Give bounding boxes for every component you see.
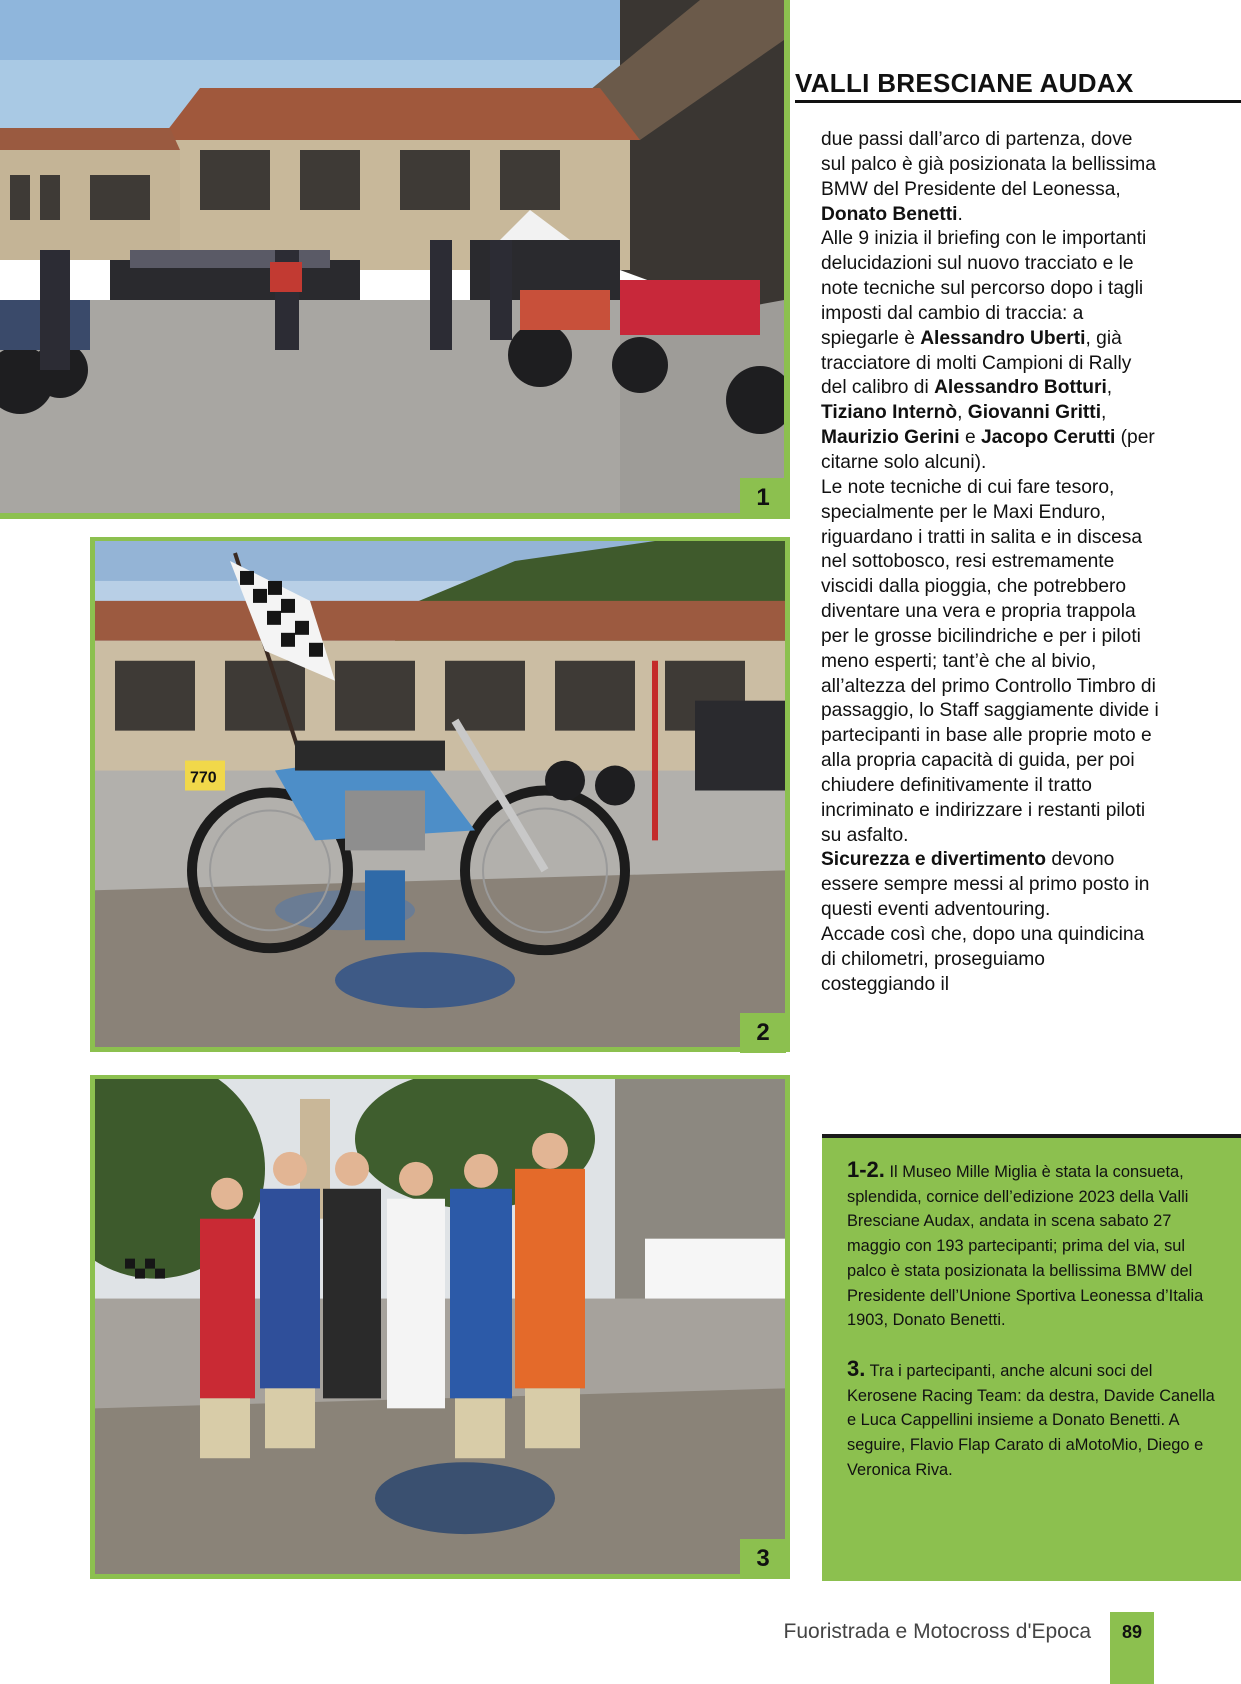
bike-plate-number: 770 <box>190 769 217 787</box>
photo-2-illustration <box>95 541 785 1047</box>
caption-number: 3. <box>847 1355 866 1381</box>
photo-3-group-riders <box>90 1075 790 1579</box>
photo-2-number-badge: 2 <box>740 1013 786 1053</box>
magazine-name: Fuoristrada e Motocross d'Epoca <box>783 1620 1091 1643</box>
caption-number: 1-2. <box>847 1157 885 1182</box>
caption-1-2 <box>847 1158 1223 1333</box>
photo-1-illustration <box>0 0 784 513</box>
article-body <box>821 128 1161 998</box>
photo-2-bmw-motorcycle <box>90 537 790 1052</box>
article-paragraph-4: Sicurezza e divertimento devono essere sempre messi al primo posto in questi eventi adventouring. <box>821 849 1150 921</box>
caption-3 <box>847 1357 1223 1483</box>
caption-text: Tra i partecipanti, anche alcuni soci del Kerosene Racing Team: da destra, Davide Canella e Luca Cappellini insieme a Donato Benetti. A seguire, Flavio Flap Carato di aMotoMio, Diego e Veronica Riva. <box>847 1361 1215 1479</box>
photo-3-number-badge: 3 <box>740 1539 786 1579</box>
article-paragraph-2: Alle 9 inizia il briefing con le importanti delucidazioni sul nuovo tracciato e le note tecniche sul percorso dopo i tagli imposti dal cambio di traccia: a spiegarle è Alessandro Uberti, già tracciatore di molti Campioni di Rally del calibro di Alessandro Botturi, Tiziano Internò, Giovanni Gritti, Maurizio Gerini e Jacopo Cerutti (per citarne solo alcuni). <box>821 228 1155 473</box>
page-footer <box>720 1612 1241 1684</box>
article-paragraph-1: due passi dall’arco di partenza, dove sul palco è già posizionata la bellissima BMW del Presidente del Leonessa, Donato Benetti. <box>821 129 1156 225</box>
section-title: VALLI BRESCIANE AUDAX <box>795 68 1134 98</box>
photo-caption-box <box>822 1134 1241 1581</box>
section-title-rule <box>795 100 1241 103</box>
article-paragraph-5: Accade così che, dopo una quindicina di chilometri, proseguiamo costeggiando il <box>821 924 1145 995</box>
photo-3-illustration <box>95 1079 785 1574</box>
photo-1-courtyard-riders <box>0 0 790 519</box>
caption-text: Il Museo Mille Miglia è stata la consueta, splendida, cornice dell’edizione 2023 della Valli Bresciane Audax, andata in scena sabato 27 maggio con 193 partecipanti; prima del via, sul palco è stata posizionata la bellissima BMW del Presidente dell’Unione Sportiva Leonessa d’Italia 1903, Donato Benetti. <box>847 1163 1204 1330</box>
article-paragraph-3: Le note tecniche di cui fare tesoro, specialmente per le Maxi Enduro, riguardano i tratti in salita e in discesa nel sottobosco, resi estremamente viscidi dalla pioggia, che potrebbero diventare una vera e propria trappola per le grosse bicilindriche e per i piloti meno esperti; tant’è che al bivio, all’altezza del primo Controllo Timbro di passaggio, lo Staff saggiamente divide i partecipanti in base alle proprie moto e alla propria capacità di guida, per poi chiudere definitivamente il tratto incriminato e indirizzare i restanti piloti su asfalto. <box>821 476 1159 846</box>
photo-1-number-badge: 1 <box>740 478 786 518</box>
page-number: 89 <box>1110 1612 1154 1684</box>
